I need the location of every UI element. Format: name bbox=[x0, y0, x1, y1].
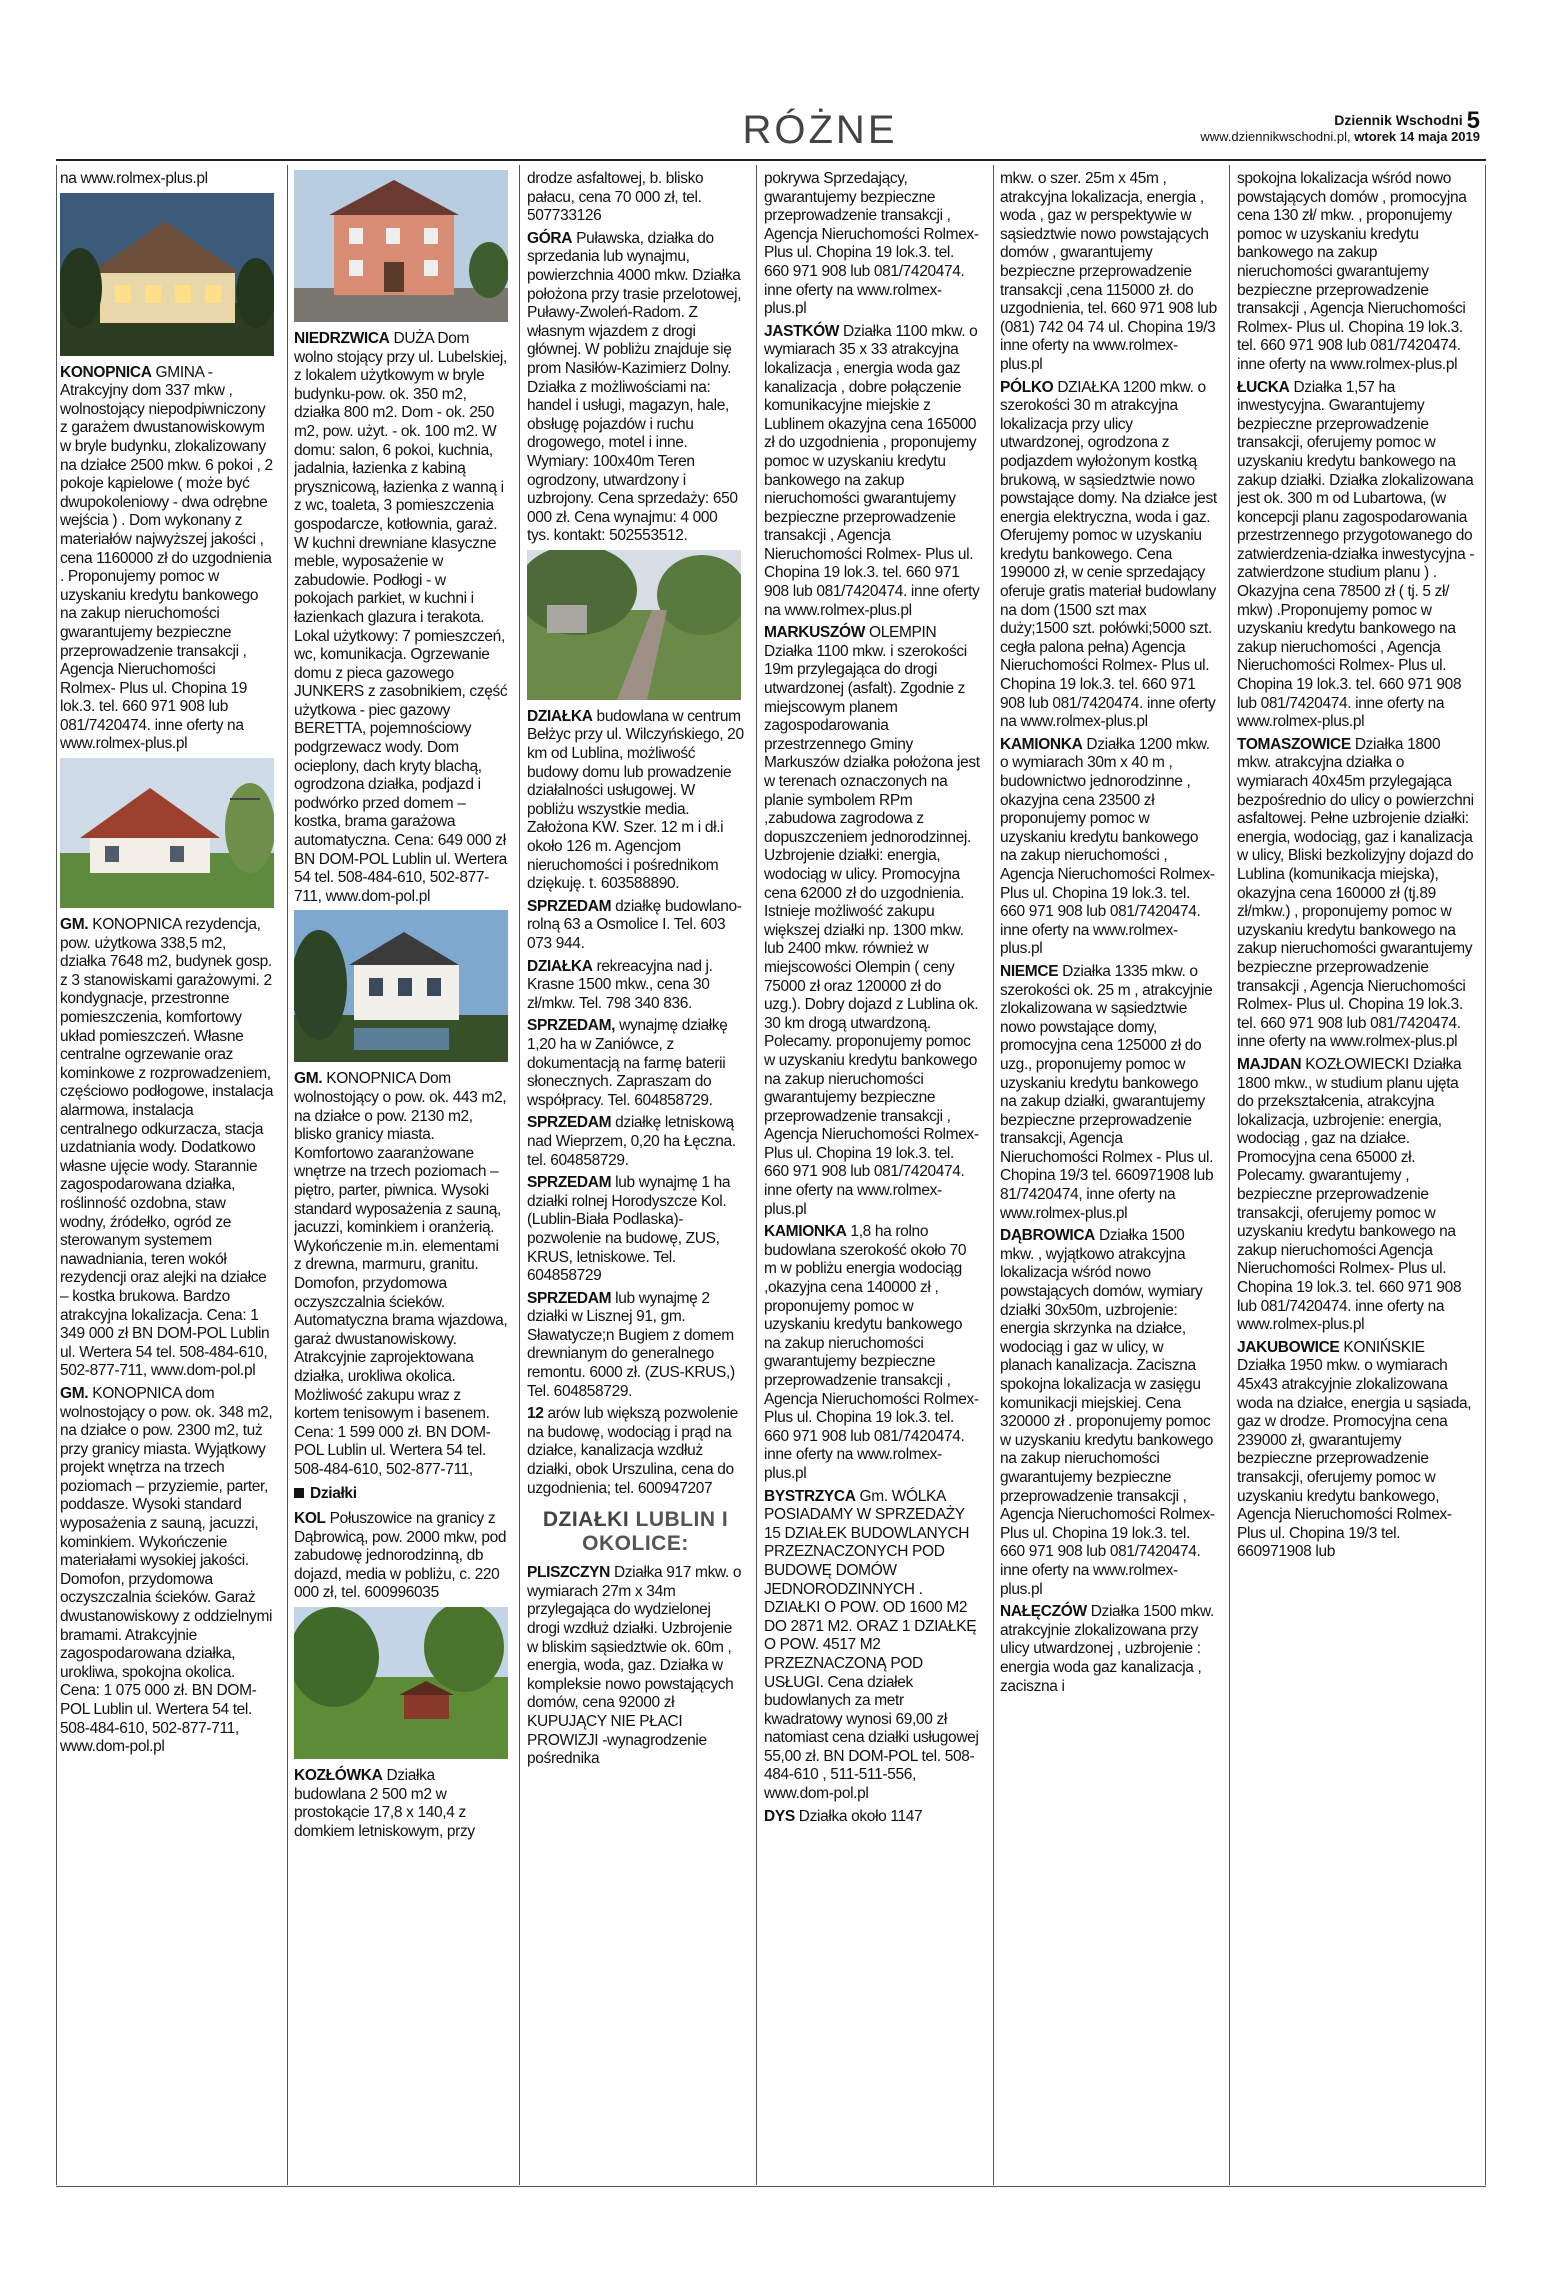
ad-title: JASTKÓW bbox=[764, 322, 840, 340]
section-heading: DZIAŁKI LUBLIN I OKOLICE: bbox=[542, 1508, 729, 1556]
ad-text: Gm. WÓLKA POSIADAMY W SPRZEDAŻY 15 DZIAŁEK BUDOWLANYCH PRZEZNACZONYCH POD BUDOWĘ DOMÓW JEDNORODZINNYCH . DZIAŁKI O POW. OD 1600 M2 DO 2871 M2. ORAZ 1 DZIAŁKĘ O POW. 4517 M2 PRZEZNACZONĄ POD USŁUGI. Cena działek budowlanych za metr kwadratowy wynosi 69,00 zł natomiast cena działki usługowej 55,00 zł. BN DOM-POL tel. 508-484-610 , 511-511-556, www.dom-pol.pl bbox=[764, 1487, 979, 1803]
ad-title: KAMIONKA bbox=[1000, 735, 1083, 753]
ad-text: działkę budowlano-rolną 63 a Osmolice I. Tel. 603 073 944. bbox=[527, 897, 742, 952]
ad-title: SPRZEDAM bbox=[527, 1174, 612, 1192]
ad-text: OLEMPIN Działka 1100 mkw. i szerokości 19m przylegająca do drogi utwardzonej (asfalt). Zgodnie z miejscowym planem zagospodarowania przestrzennego Gminy Markuszów działka położona jest w terenach oznaczonych na planie symbolem RPm ,zabudowa zagrodowa z dopuszczeniem jednorodzinnej. Uzbrojenie działki: energia, wodociąg w ulicy. Promocyjna cena 62000 zł do uzgodnienia. Istnieje możliwość zakupu większej działki np. 1300 mkw. lub 2400 mkw. również w miejscowości Olempin ( ceny 75000 zł oraz 120000 zł do uzg.). Dobry dojazd z Lublina ok. 30 km drogą utwardzoną. Polecamy. proponujemy pomoc w uzyskaniu kredytu bankowego na zakup nieruchomości gwarantujemy bezpieczne przeprowadzenie transakcji , Agencja Nieruchomości Rolmex- Plus ul. Chopina 19 lok.3. tel. 660 971 908 lub 081/7420474. inne oferty na www.rolmex-plus.pl bbox=[764, 624, 980, 1218]
ad-text: DZIAŁKA 1200 mkw. o szerokości 30 m atrakcyjna lokalizacja przy ulicy utwardzonej, ogrodzona z podjazdem wyłożonym kostką brukową, w sąsiedztwie nowo powstające domy. Na działce jest energia elektryczna, woda i gaz. Oferujemy pomoc w uzyskaniu kredytu bankowego. Cena 199000 zł, w cenie sprzedający oferuje gratis materiał budowlany na dom (1500 szt max duży;1500 szt. połówki;5000 szt. cegła palona pełna) Agencja Nieruchomości Rolmex- Plus ul. Chopina 19 lok.3. tel. 660 971 908 lub 081/7420474. inne oferty na www.rolmex-plus.pl bbox=[1000, 378, 1217, 731]
ad-text: Działka 1800 mkw. atrakcyjna działka o wymiarach 40x45m przylegająca bezpośrednio do ulicy o powierzchni asfaltowej. Pełne uzbrojenie działki: energia, wodociąg, gaz i kanalizacja w ulicy, Bliski bezkolizyjny dojazd do Lublina (komunikacja miejska), okazyjna cena 160000 zł (tj.89 zł/mkw.) , proponujemy pomoc w uzyskaniu kredytu bankowego na zakup nieruchomości gwarantujemy bezpieczne przeprowadzenie transakcji , Agencja Nieruchomości Rolmex- Plus ul. Chopina 19 lok.3. tel. 660 971 908 lub 081/7420474. inne oferty na www.rolmex-plus.pl bbox=[1237, 735, 1474, 1051]
ad-text: rekreacyjna nad j. Krasne 1500 mkw., cena 30 zł/mkw. Tel. 798 340 836. bbox=[527, 957, 713, 1012]
plot-photo-1 bbox=[294, 1607, 508, 1759]
ad-text: GMINA - Atrakcyjny dom 337 mkw , wolnostojący niepodpiwniczony z garażem dwustanowiskowym w bryle budynku, zlokalizowany na działce 2500 mkw. 6 pokoi , 2 pokoje kąpielowe ( może być dwupokoleniowy - dwa odrębne wejścia ) . Dom wykonany z materiałów najwyższej jakości , cena 1160000 zł do uzgodnienia . Proponujemy pomoc w uzyskaniu kredytu bankowego na zakup nieruchomości gwarantujemy bezpieczne przeprowadzenie transakcji , Agencja Nieruchomości Rolmex- Plus ul. Chopina 19 lok.3. tel. 660 971 908 lub 081/7420474. inne oferty na www.rolmex-plus.pl bbox=[60, 363, 273, 753]
house-photo-3 bbox=[294, 170, 508, 322]
column-2 bbox=[294, 170, 508, 2184]
column-6 bbox=[1237, 170, 1475, 2184]
ad-text: Działka 1335 mkw. o szerokości ok. 25 m , atrakcyjnie zlokalizowana w sąsiedztwie nowo powstające domy, promocyjna cena 125000 zł do uzg., proponujemy pomoc w uzyskaniu kredytu bankowego na zakup działki, gwarantujemy bezpieczne przeprowadzenie transakcji, Agencja Nieruchomości Rolmex - Plus ul. Chopina 19/3 tel. 660971908 lub 81/7420474, inne oferty na www.rolmex-plus.pl bbox=[1000, 962, 1214, 1222]
ad-title: NAŁĘCZÓW bbox=[1000, 1603, 1087, 1621]
column-divider bbox=[287, 165, 288, 2185]
ad-title: PLISZCZYN bbox=[527, 1564, 610, 1582]
ad-text: KONOPNICA dom wolnostojący o pow. ok. 348 m2, na działce o pow. 2300 m2, tuż przy granicy miasta. Wyjątkowy projekt wnętrza na trzech poziomach – przyziemie, parter, poddasze. Wysoki standard wyposażenia z sauną, jacuzzi, kominkiem. Wykończenie materiałami wysokiej jakości. Domofon, przydomowa oczyszczalnia ścieków. Garaż dwustanowiskowy z oddzielnymi bramami. Atrakcyjnie zagospodarowana działka, urokliwa, spokojna okolica. Cena: 1 075 000 zł. BN DOM-POL Lublin ul. Wertera 54 tel. 508-484-610, 502-877-711, www.dom-pol.pl bbox=[60, 1384, 273, 1756]
column-1 bbox=[60, 170, 274, 2184]
ad-title: SPRZEDAM bbox=[527, 1289, 612, 1307]
ad-title: TOMASZOWICE bbox=[1237, 735, 1351, 753]
column-border bbox=[1485, 165, 1486, 2185]
ad-text: KOZŁOWIECKI Działka 1800 mkw., w studium planu ujęta do przekształcenia, atrakcyjna lokalizacja, uzbrojenie: energia, wodociąg , gaz na działce. Promocyjna cena 65000 zł. Polecamy. gwarantujemy , bezpieczne przeprowadzenie transakcji, oferujemy pomoc w uzyskaniu kredytu bankowego na zakup nieruchomości Agencja Nieruchomości Rolmex- Plus ul. Chopina 19 lok.3. tel. 660 971 908 lub 081/7420474. inne oferty na www.rolmex-plus.pl bbox=[1237, 1055, 1462, 1334]
column-border bbox=[56, 165, 57, 2185]
ad-title: KAMIONKA bbox=[764, 1223, 847, 1241]
ad-text: Działka 1500 mkw. atrakcyjnie zlokalizowana przy ulicy utwardzonej , uzbrojenie : energia woda gaz kanalizacja , zaciszna i bbox=[1000, 1603, 1214, 1695]
ad-title: GM. bbox=[60, 916, 89, 934]
site-url[interactable]: www.dziennikwschodni.pl bbox=[1200, 129, 1348, 144]
ad-text: Działka budowlana 2 500 m2 w prostokącie 17,8 x 140,4 z domkiem letniskowym, przy bbox=[294, 1767, 475, 1840]
ad-text: lub wynajmę 2 działki w Lisznej 91, gm. Sławatycze;n Bugiem z domem drewnianym do generalnego remontu. 6000 zł. (ZUS-KRUS,) Tel. 604858729. bbox=[527, 1289, 735, 1400]
ad-title: DZIAŁKA bbox=[527, 957, 593, 975]
plot-photo-2 bbox=[527, 550, 741, 700]
section-title: RÓŻNE bbox=[742, 108, 898, 152]
page-number: 5 bbox=[1466, 107, 1480, 134]
house-photo-2 bbox=[60, 758, 274, 908]
ad-text: budowlana w centrum Bełżyc przy ul. Wilczyńskiego, 20 km od Lublina, możliwość budowy domu lub prowadzenie działalności usługowej. W pobliżu wszystkie media. Założona KW. Szer. 12 m i dł.i około 126 m. Agencjom nieruchomości i pośrednikom dziękuję. t. 603588890. bbox=[527, 707, 744, 893]
ad-text: Działka 1200 mkw. o wymiarach 30m x 40 m , budownictwo jednorodzinne , okazyjna cena 23500 zł proponujemy pomoc w uzyskaniu kredytu bankowego na zakup nieruchomości , Agencja Nieruchomości Rolmex- Plus ul. Chopina 19 lok.3. tel. 660 971 908 lub 081/7420474. inne oferty na www.rolmex-plus.pl bbox=[1000, 735, 1215, 958]
ad-title: GM. bbox=[294, 1070, 323, 1088]
column-4 bbox=[764, 170, 981, 2184]
ad-title: MARKUSZÓW bbox=[764, 624, 866, 642]
ad-text: KONIŃSKIE Działka 1950 mkw. o wymiarach 45x43 atrakcyjnie zlokalizowana woda na działce, energia u sąsiada, gaz w drodze. Promocyjna cena 239000 zł, gwarantujemy bezpieczne przeprowadzenie transakcji, oferujemy pomoc w uzyskaniu kredytu bankowego, Agencja Nieruchomości Rolmex-Plus ul. Chopina 19/3 tel. 660971908 lub bbox=[1237, 1338, 1472, 1561]
ad-text: Działka 1500 mkw. , wyjątkowo atrakcyjna lokalizacja wśród nowo powstających domów, wymiary działki 30x50m, uzbrojenie: energia skrzynka na działce, wodociąg i gaz w ulicy, w planach kanalizacja. Zaciszna spokojna lokalizacja w zasięgu komunikacji miejskiej. Cena 320000 zł . proponujemy pomoc w uzyskaniu kredytu bankowego na zakup nieruchomości gwarantujemy bezpieczne przeprowadzenie transakcji , Agencja Nieruchomości Rolmex- Plus ul. Chopina 19 lok.3. tel. 660 971 908 lub 081/7420474. inne oferty na www.rolmex-plus.pl bbox=[1000, 1227, 1215, 1598]
footer-rule bbox=[56, 2186, 1486, 2187]
column-divider bbox=[1229, 165, 1230, 2185]
ad-title: DZIAŁKA bbox=[527, 707, 593, 725]
category-heading: Działki bbox=[294, 1485, 508, 1504]
ad-text: Działka 917 mkw. o wymiarach 27m x 34m przylegająca do wydzielonej drogi wzdłuż działki. Uzbrojenie w bliskim sąsiedztwie ok. 60m , energia, woda, gaz. Działka w kompleksie nowo powstających domów, cena 92000 zł KUPUJĄCY NIE PŁACI PROWIZJI -wynagrodzenie pośrednika bbox=[527, 1564, 742, 1768]
ad-text: mkw. o szer. 25m x 45m , atrakcyjna lokalizacja, energia , woda , gaz w perspektywie w sąsiedztwie nowo powstających domów , gwarantujemy bezpieczne przeprowadzenie transakcji ,cena 115000 zł. do uzgodnienia, tel. 660 971 908 lub (081) 742 04 74 ul. Chopina 19/3 inne oferty na www.rolmex-plus.pl bbox=[1000, 170, 1217, 373]
ad-title: JAKUBOWICE bbox=[1237, 1338, 1340, 1356]
ad-text: KONOPNICA Dom wolnostojący o pow. ok. 443 m2, na działce o pow. 2130 m2, blisko granicy miasta. Komfortowo zaaranżowane wnętrze na trzech poziomach – piętro, parter, piwnica. Wysoki standard wyposażenia z sauną, jacuzzi, kominkiem i oranżerią. Wykończenie m.in. elementami z drewna, marmuru, granitu. Domofon, przydomowa oczyszczalnia ścieków. Automatyczna brama wjazdowa, garaż dwustanowiskowy. Atrakcyjnie zaprojektowana działka, urokliwa okolica. Możliwość zakupu wraz z kortem tenisowym i basenem. Cena: 1 599 000 zł. BN DOM-POL Lublin ul. Wertera 54 tel. 508-484-610, 502-877-711, bbox=[294, 1070, 508, 1478]
ad-title: DĄBROWICA bbox=[1000, 1227, 1096, 1245]
brand-name: Dziennik Wschodni bbox=[1334, 112, 1463, 128]
ad-title: GM. bbox=[60, 1384, 89, 1402]
ad-title: 12 bbox=[527, 1405, 544, 1423]
ad-text: Działka 1100 mkw. o wymiarach 35 x 33 atrakcyjna lokalizacja , energia woda gaz kanalizacja , dobre połączenie komunikacyjne miejskie z Lublinem okazyjna cena 165000 zł do uzgodnienia , proponujemy pomoc w uzyskaniu kredytu bankowego na zakup nieruchomości gwarantujemy bezpieczne przeprowadzenie transakcji , Agencja Nieruchomości Rolmex- Plus ul. Chopina 19 lok.3. tel. 660 971 908 lub 081/7420474. inne oferty na www.rolmex-plus.pl bbox=[764, 322, 980, 619]
ad-title: ŁUCKA bbox=[1237, 378, 1290, 396]
ad-text: wynajmę działkę 1,20 ha w Zaniówce, z dokumentacją na farmę baterii słonecznych. Zapraszam do współpracy. Tel. 604858729. bbox=[527, 1017, 728, 1109]
ad-text: Puławska, działka do sprzedania lub wynajmu, powierzchnia 4000 mkw. Działka położona przy trasie przelotowej, Puławy-Zwoleń-Radom. Z własnym wjazdem z drogi głównej. W pobliżu znajduje się prom Nasiłów-Kazimierz Dolny. Działka z możliwościami na: handel i usługi, magazyn, hale, obsługę pojazdów i ruchu drogowego, motel i inne. Wymiary: 100x40m Teren ogrodzony, utwardzony i uzbrojony. Cena sprzedaży: 650 000 zł. Cena wynajmu: 4 000 tys. kontakt: 502553512. bbox=[527, 229, 742, 545]
ad-title: SPRZEDAM bbox=[527, 1114, 612, 1132]
column-3 bbox=[527, 170, 744, 2184]
house-photo-1 bbox=[60, 193, 274, 356]
ad-text: arów lub większą pozwolenie na budowę, wodociąg i prąd na działce, kanalizacja wzdłuż działki, obok Urszulina, cena do uzgodnienia; tel. 600947207 bbox=[527, 1405, 738, 1497]
ad-text: spokojna lokalizacja wśród nowo powstających domów , promocyjna cena 130 zł/ mkw. , proponujemy pomoc w uzyskaniu kredytu bankowego na zakup nieruchomości gwarantujemy bezpieczne przeprowadzenie transakcji , Agencja Nieruchomości Rolmex- Plus ul. Chopina 19 lok.3. tel. 660 971 908 lub 081/7420474. inne oferty na www.rolmex-plus.pl bbox=[1237, 170, 1467, 373]
ad-text: drodze asfaltowej, b. blisko pałacu, cena 70 000 zł, tel. 507733126 bbox=[527, 170, 704, 225]
ad-title: PÓLKO bbox=[1000, 378, 1054, 396]
column-5 bbox=[1000, 170, 1217, 2184]
column-divider bbox=[519, 165, 520, 2185]
ad-title: KONOPNICA bbox=[60, 363, 152, 381]
ad-text: Działka 1,57 ha inwestycyjna. Gwarantujemy bezpieczne przeprowadzenie transakcji, oferujemy pomoc w uzyskaniu kredytu bankowego na zakup działki. Działka zlokalizowana jest ok. 300 m od Lubartowa, (w koncepcji planu zagospodarowania przestrzennego przygotowanego do zatwierdzenia-działka inwestycyjna - zatwierdzone studium planu ) . Okazyjna cena 78500 zł ( tj. 5 zł/ mkw) .Proponujemy pomoc w uzyskaniu kredytu bankowego na zakup nieruchomości , Agencja Nieruchomości Rolmex- Plus ul. Chopina 19 lok.3. tel. 660 971 908 lub 081/7420474. inne oferty na www.rolmex-plus.pl bbox=[1237, 378, 1475, 731]
ad-title: SPRZEDAM, bbox=[527, 1017, 616, 1035]
column-divider bbox=[756, 165, 757, 2185]
column-divider bbox=[993, 165, 994, 2185]
ad-text: lub wynajmę 1 ha działki rolnej Horodyszcze Kol. (Lublin-Biała Podlaska)-pozwolenie na budowę, ZUS, KRUS, letniskowe. Tel. 604858729 bbox=[527, 1174, 731, 1285]
ad-text: działkę letniskową nad Wieprzem, 0,20 ha Łęczna. tel. 604858729. bbox=[527, 1114, 736, 1169]
ad-title: GÓRA bbox=[527, 229, 573, 247]
ad-text: 1,8 ha rolno budowlana szerokość około 70 m w pobliżu energia wodociąg ,okazyjna cena 140000 zł , proponujemy pomoc w uzyskaniu kredytu bankowego na zakup nieruchomości gwarantujemy bezpieczne przeprowadzenie transakcji , Agencja Nieruchomości Rolmex- Plus ul. Chopina 19 lok.3. tel. 660 971 908 lub 081/7420474. inne oferty na www.rolmex-plus.pl bbox=[764, 1223, 979, 1482]
pin-icon: , bbox=[1347, 129, 1355, 144]
ad-title: KOZŁÓWKA bbox=[294, 1767, 383, 1785]
ad-title: BYSTRZYCA bbox=[764, 1487, 856, 1505]
ad-title: DYS bbox=[764, 1807, 795, 1825]
ad-title: KOL bbox=[294, 1510, 326, 1528]
ad-text: DUŻA Dom wolno stojący przy ul. Lubelskiej, z lokalem użytkowym w bryle budynku-pow. ok. 350 m2, działka 800 m2. Dom - ok. 250 m2, pow. użyt. - ok. 100 m2. W domu: salon, 6 pokoi, kuchnia, jadalnia, łazienka z kabiną prysznicową, łazienka z wanną i z wc, toaleta, 3 pomieszczenia gospodarcze, kotłownia, garaż. W kuchni drewniane klasyczne meble, wyposażenie w zabudowie. Podłogi - w pokojach parkiet, w kuchni i łazienkach glazura i terakota. Lokal użytkowy: 7 pomieszczeń, wc, komunikacja. Ogrzewanie domu z pieca gazowego JUNKERS z zasobnikiem, część użytkowa - piec gazowy BERETTA, pojemnościowy podgrzewacz wody. Dom ocieplony, dach kryty blachą, ogrodzona działka, podjazd i podwórko przed domem – kostka, brama garażowa automatyczna. Cena: 649 000 zł BN DOM-POL Lublin ul. Wertera 54 tel. 508-484-610, 502-877-711, www.dom-pol.pl bbox=[294, 330, 508, 905]
ad-text: Połuszowice na granicy z Dąbrowicą, pow. 2000 mkw, pod zabudowę jednorodzinną, db dojazd, media w pobliżu, c. 220 000 zł, tel. 600996035 bbox=[294, 1510, 507, 1602]
square-bullet-icon bbox=[294, 1488, 304, 1498]
ad-text: KONOPNICA rezydencja, pow. użytkowa 338,5 m2, działka 7648 m2, budynek gosp. z 3 stanowiskami garażowymi. 2 kondygnacje, przestronne pomieszczenia, komfortowy układ pomieszczeń. Własne centralne ogrzewanie oraz kominkowe z rozprowadzeniem, częściowo podłogowe, instalacja alarmowa, instalacja centralnego odkurzacza, stacja uzdatniania wody. Dodatkowo własne ujęcie wody. Starannie zagospodarowana działka, roślinność ozdobna, staw wodny, źródełko, ogród ze sterowanym systemem nawadniania, teren wokół rezydencji oraz alejki na działce – kostka brukowa. Bardzo atrakcyjna lokalizacja. Cena: 1 349 000 zł BN DOM-POL Lublin ul. Wertera 54 tel. 508-484-610, 502-877-711, www.dom-pol.pl bbox=[60, 916, 274, 1380]
ad-text: pokrywa Sprzedający, gwarantujemy bezpieczne przeprowadzenie transakcji , Agencja Nieruchomości Rolmex- Plus ul. Chopina 19 lok.3. tel. 660 971 908 lub 081/7420474. inne oferty na www.rolmex-plus.pl bbox=[764, 170, 979, 318]
issue-date: wtorek 14 maja 2019 bbox=[1354, 129, 1480, 144]
ad-title: MAJDAN bbox=[1237, 1055, 1302, 1073]
link-text[interactable]: na www.rolmex-plus.pl bbox=[60, 170, 208, 187]
masthead bbox=[1200, 107, 1480, 145]
ad-title: NIEMCE bbox=[1000, 962, 1059, 980]
ad-title: NIEDRZWICA bbox=[294, 330, 390, 347]
ad-title: SPRZEDAM bbox=[527, 897, 612, 915]
house-photo-4 bbox=[294, 910, 508, 1062]
header-rule bbox=[56, 159, 1486, 161]
ad-text: Działka około 1147 bbox=[798, 1807, 923, 1825]
